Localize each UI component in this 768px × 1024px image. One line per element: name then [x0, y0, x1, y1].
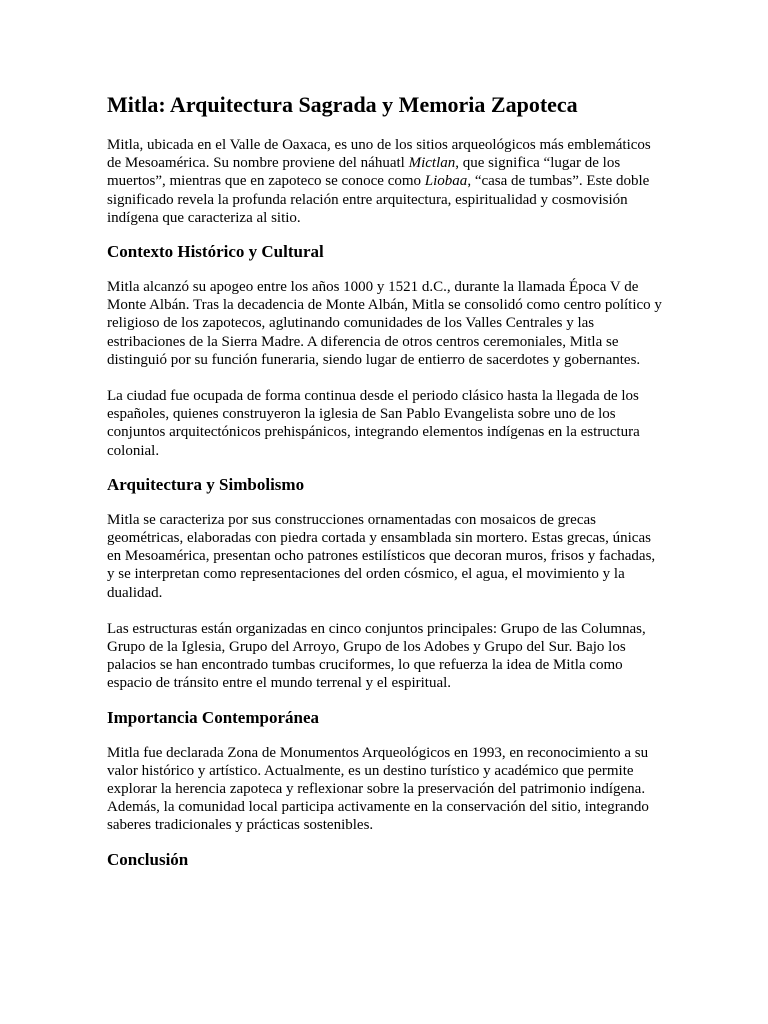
intro-text-1: Mitla, ubicada en el Valle de Oaxaca, es uno de los sitios arqueológicos más emblemáticos de Mesoamérica. Su nombre proviene del náhuatl: [107, 137, 651, 172]
section-paragraph: La ciudad fue ocupada de forma continua desde el periodo clásico hasta la llegada de los españoles, quienes construyeron la iglesia de San Pablo Evangelista sobre uno de los conjuntos arquitectónicos prehispánicos, integrando elementos indígenas en la estructura colonial.: [107, 388, 640, 459]
section-paragraph: Las estructuras están organizadas en cinco conjuntos principales: Grupo de las Columnas, Grupo de la Iglesia, Grupo del Arroyo, Grupo de los Adobes y Grupo del Sur. Bajo los palacios se han encontrado tumbas cruciformes, lo que refuerza la idea de Mitla como espacio de tránsito entre el mundo terrenal y el espiritual.: [107, 620, 646, 692]
intro-text-3: , “casa de tumbas”. Este doble significado revela la profunda relación entre arquitectura, espiritualidad y cosmovisión indígena que caracteriza al sitio.: [107, 173, 650, 226]
intro-paragraph: [107, 136, 663, 227]
section-heading-contexto: Contexto Histórico y Cultural: [107, 242, 324, 262]
section-heading-arquitectura: Arquitectura y Simbolismo: [107, 474, 305, 494]
section-heading-conclusion: Conclusión: [107, 849, 189, 869]
intro-text-2: , que significa “lugar de los muertos”, mientras que en zapoteco se conoce como: [107, 155, 621, 190]
section-heading-importancia: Importancia Contemporánea: [107, 707, 320, 727]
section-paragraph: Mitla alcanzó su apogeo entre los años 1000 y 1521 d.C., durante la llamada Época V de Monte Albán. Tras la decadencia de Monte Albán, Mitla se consolidó como centro político y religioso de los zapotecos, aglutinando comunidades de los Valles Centrales y las estribaciones de la Sierra Madre. A diferencia de otros centros ceremoniales, Mitla se distinguió por su función funeraria, siendo lugar de entierro de sacerdotes y gobernantes.: [107, 279, 662, 368]
section-paragraph: Mitla fue declarada Zona de Monumentos Arqueológicos en 1993, en reconocimiento a su valor histórico y artístico. Actualmente, es un destino turístico y académico que permite explorar la herencia zapoteca y reflexionar sobre la preservación del patrimonio indígena. Además, la comunidad local participa activamente en la conservación del sitio, integrando saberes tradicionales y prácticas sostenibles.: [107, 744, 649, 834]
intro-emphasis-liobaa: Liobaa: [424, 173, 468, 190]
intro-emphasis-mictlan: Mictlan: [408, 155, 456, 172]
document-page: [107, 88, 663, 871]
section-paragraph: Mitla se caracteriza por sus construcciones ornamentadas con mosaicos de grecas geométricas, elaboradas con piedra cortada y ensamblada sin mortero. Estas grecas, únicas en Mesoamérica, presentan ocho patrones estilísticos que decoran muros, frisos y fachadas, y se interpretan como representaciones del orden cósmico, el agua, el movimiento y la dualidad.: [107, 511, 656, 601]
document-title: Mitla: Arquitectura Sagrada y Memoria Zapoteca: [107, 92, 578, 117]
